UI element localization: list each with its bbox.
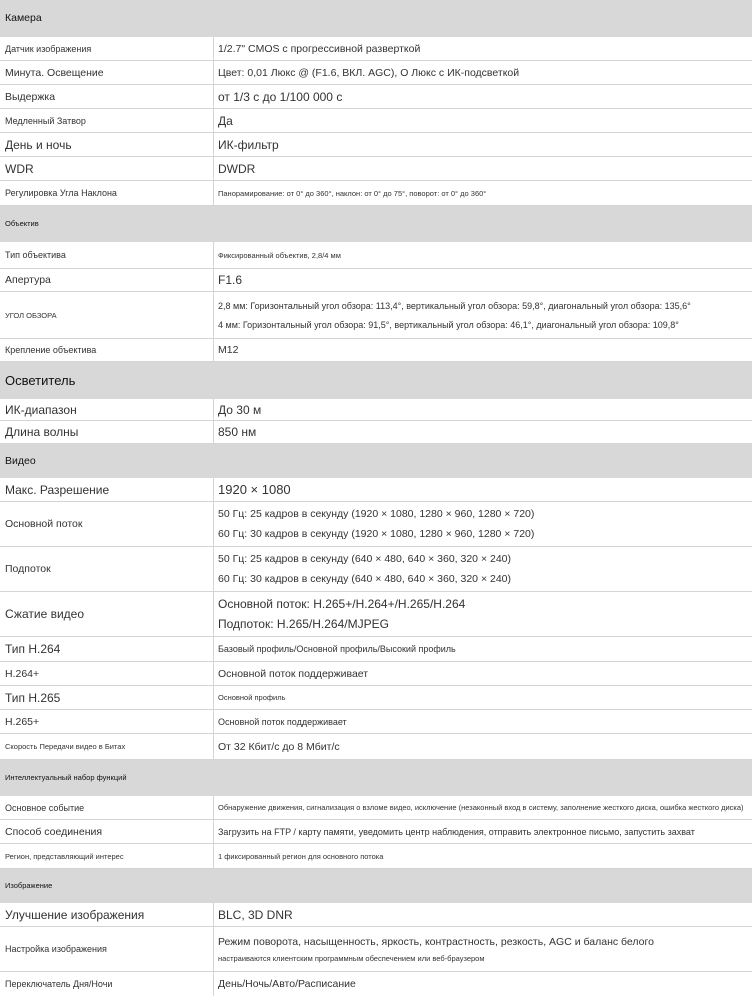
- spec-label: Макс. Разрешение: [0, 478, 214, 501]
- section-title: Осветитель: [5, 372, 76, 388]
- spec-label: Апертура: [0, 269, 214, 291]
- spec-label: УГОЛ ОБЗОРА: [0, 292, 214, 338]
- spec-label: Медленный Затвор: [0, 109, 214, 132]
- spec-label: ИК-диапазон: [0, 399, 214, 420]
- spec-row-shutter: [0, 85, 752, 109]
- spec-label: Основное событие: [0, 796, 214, 819]
- section-title: Камера: [5, 12, 42, 24]
- spec-row-wdr: [0, 157, 752, 181]
- spec-value: Основной поток: H.265+/H.264+/H.265/H.264 Подпоток: H.265/H.264/MJPEG: [218, 597, 466, 631]
- spec-row-basic-event: [0, 796, 752, 820]
- spec-value: 50 Гц: 25 кадров в секунду (640 × 480, 640 × 360, 320 × 240) 60 Гц: 30 кадров в секунду (640 × 480, 640 × 360, 320 × 240): [218, 553, 512, 585]
- spec-value: 2,8 мм: Горизонтальный угол обзора: 113,4°, вертикальный угол обзора: 59,8°, диагональный угол обзора: 135,6° 4 мм: Горизонтальный угол обзора: 91,5°, вертикальный угол обзора: 46,1°, диагональный угол обзора: 109,8°: [218, 300, 691, 330]
- spec-label: Тип H.264: [0, 637, 214, 661]
- spec-row-lens-type: [0, 242, 752, 269]
- section-illuminator: [0, 362, 752, 399]
- spec-value: ИК-фильтр: [218, 137, 279, 152]
- spec-row-h265plus: [0, 710, 752, 734]
- spec-row-day-night: [0, 133, 752, 157]
- spec-label: Улучшение изображения: [0, 903, 214, 926]
- spec-label: Способ соединения: [0, 820, 214, 843]
- section-smart: [0, 760, 752, 796]
- spec-value: Да: [218, 113, 233, 128]
- spec-value: DWDR: [218, 161, 256, 176]
- spec-value: День/Ночь/Авто/Расписание: [218, 978, 356, 990]
- spec-label: Регулировка Угла Наклона: [0, 181, 214, 205]
- section-lens: [0, 206, 752, 242]
- spec-label: Настройка изображения: [0, 927, 214, 971]
- spec-label: H.264+: [0, 662, 214, 685]
- spec-label: Тип объектива: [0, 242, 214, 268]
- spec-value: Загрузить на FTP / карту памяти, уведомить центр наблюдения, отправить электронное письмо, запустить захват: [218, 826, 695, 837]
- section-image: [0, 869, 752, 903]
- spec-value: Обнаружение движения, сигнализация о взломе видео, исключение (незаконный вход в систему, заполнение жесткого диска, ошибка жесткого диска): [218, 803, 744, 812]
- spec-row-sub-stream: [0, 547, 752, 592]
- spec-row-compression: [0, 592, 752, 637]
- spec-row-tilt: [0, 181, 752, 206]
- section-title: Изображение: [5, 881, 53, 890]
- spec-row-ir-range: [0, 399, 752, 421]
- spec-row-slow-shutter: [0, 109, 752, 133]
- section-title: Видео: [5, 454, 36, 467]
- spec-label: Скорость Передачи видео в Битах: [0, 734, 214, 759]
- spec-row-h264-type: [0, 637, 752, 662]
- spec-row-bitrate: [0, 734, 752, 760]
- section-video: [0, 444, 752, 478]
- spec-label: Переключатель Дня/Ночи: [0, 972, 214, 996]
- spec-row-aperture: [0, 269, 752, 292]
- spec-label: Сжатие видео: [0, 592, 214, 636]
- spec-value: Основной поток поддерживает: [218, 667, 369, 680]
- section-camera: [0, 0, 752, 37]
- spec-label: Длина волны: [0, 421, 214, 443]
- spec-row-sensor: [0, 37, 752, 61]
- spec-value: F1.6: [218, 273, 243, 287]
- spec-value: 1920 × 1080: [218, 482, 291, 497]
- spec-value: 850 нм: [218, 425, 257, 439]
- spec-value: До 30 м: [218, 402, 262, 417]
- spec-value: Основной поток поддерживает: [218, 716, 347, 727]
- spec-row-h265-type: [0, 686, 752, 710]
- spec-value: Базовый профиль/Основной профиль/Высокий профиль: [218, 644, 456, 654]
- spec-label: Минута. Освещение: [0, 61, 214, 84]
- spec-value: BLC, 3D DNR: [218, 907, 293, 922]
- spec-value: Панорамирование: от 0° до 360°, наклон: от 0° до 75°, поворот: от 0° до 360°: [218, 188, 487, 198]
- spec-row-enhancement: [0, 903, 752, 927]
- spec-label: Основной поток: [0, 502, 214, 546]
- spec-row-max-resolution: [0, 478, 752, 502]
- spec-row-linkage: [0, 820, 752, 844]
- spec-label: День и ночь: [0, 133, 214, 156]
- spec-label: H.265+: [0, 710, 214, 733]
- spec-label: Тип H.265: [0, 686, 214, 709]
- spec-row-wavelength: [0, 421, 752, 444]
- spec-value: от 1/3 с до 1/100 000 с: [218, 89, 343, 104]
- spec-row-min-illumination: [0, 61, 752, 85]
- spec-row-day-night-switch: [0, 972, 752, 996]
- spec-label: Подпоток: [0, 547, 214, 591]
- section-title: Интеллектуальный набор функций: [5, 773, 127, 782]
- spec-value: M12: [218, 344, 239, 356]
- spec-row-fov: [0, 292, 752, 339]
- spec-row-main-stream: [0, 502, 752, 547]
- spec-value: Основной профиль: [218, 693, 286, 702]
- spec-label: Выдержка: [0, 85, 214, 108]
- spec-row-mount: [0, 339, 752, 362]
- spec-value: 1 фиксированный регион для основного потока: [218, 851, 384, 861]
- spec-value: 1/2.7" CMOS с прогрессивной разверткой: [218, 42, 421, 55]
- spec-label: WDR: [0, 157, 214, 180]
- spec-row-roi: [0, 844, 752, 869]
- spec-value: Цвет: 0,01 Люкс @ (F1.6, ВКЛ. AGC), О Люкс с ИК-подсветкой: [218, 66, 520, 79]
- spec-value: От 32 Кбит/с до 8 Мбит/с: [218, 740, 340, 753]
- spec-label: Крепление объектива: [0, 339, 214, 361]
- spec-label: Регион, представляющий интерес: [0, 844, 214, 868]
- section-title: Объектив: [5, 219, 39, 228]
- spec-row-h264plus: [0, 662, 752, 686]
- spec-value: Фиксированный объектив, 2,8/4 мм: [218, 250, 341, 260]
- spec-value: 50 Гц: 25 кадров в секунду (1920 × 1080, 1280 × 960, 1280 × 720) 60 Гц: 30 кадров в секунду (1920 × 1080, 1280 × 960, 1280 × 720): [218, 508, 535, 540]
- spec-row-image-settings: [0, 927, 752, 972]
- spec-label: Датчик изображения: [0, 37, 214, 60]
- spec-value: Режим поворота, насыщенность, яркость, контрастность, резкость, AGC и баланс белого настраиваются клиентским программным обеспечением или веб-браузером: [218, 935, 654, 963]
